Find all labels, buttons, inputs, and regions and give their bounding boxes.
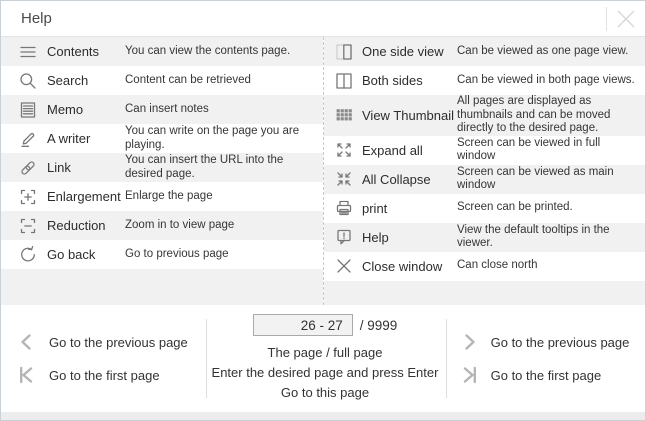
enlargement-icon xyxy=(17,186,38,207)
help-row-go-back xyxy=(1,240,323,269)
nav-separator-right xyxy=(446,319,447,398)
help-label: Link xyxy=(47,160,71,175)
help-row-reduction xyxy=(1,211,323,240)
right-column-filler xyxy=(324,281,645,306)
nav-label: Go to the first page xyxy=(490,367,602,383)
close-window-icon xyxy=(333,256,354,277)
one-side-view-icon xyxy=(333,41,354,62)
help-label: Go back xyxy=(47,247,96,262)
help-desc: Zoom in to view page xyxy=(125,218,235,231)
help-label: print xyxy=(362,200,388,216)
help-row-both-sides xyxy=(324,66,645,95)
help-grid xyxy=(1,37,645,305)
nav-separator-left xyxy=(206,319,207,398)
help-label: Reduction xyxy=(47,218,106,233)
next-page-button[interactable] xyxy=(459,332,645,352)
help-desc: Can insert notes xyxy=(125,102,209,115)
help-desc: Content can be retrieved xyxy=(125,73,251,86)
go-back-icon xyxy=(17,244,38,265)
help-row-help xyxy=(324,223,645,252)
help-label: Expand all xyxy=(362,142,423,158)
nav-label: Go to the first page xyxy=(49,367,160,383)
help-desc: View the default tooltips in the viewer. xyxy=(457,223,610,249)
help-row-search xyxy=(1,66,323,95)
help-column-left xyxy=(1,37,323,305)
help-label: One side view xyxy=(362,44,444,59)
go-to-page-label: Go to this page xyxy=(280,385,370,400)
help-column-right xyxy=(323,37,645,305)
page-input[interactable] xyxy=(253,314,353,336)
expand-all-icon xyxy=(333,140,354,161)
nav-zone-left xyxy=(1,305,205,412)
nav-label: Go to the previous page xyxy=(490,334,630,350)
help-desc: Can close north xyxy=(457,259,538,272)
first-page-icon xyxy=(17,365,37,385)
help-label: View Thumbnail xyxy=(362,107,455,123)
left-column-filler xyxy=(1,269,323,305)
help-desc: Screen can be viewed as main window xyxy=(457,165,614,191)
page-instruction: Enter the desired page and press Enter xyxy=(211,365,439,380)
help-label: Close window xyxy=(362,258,443,274)
last-page-button[interactable] xyxy=(459,365,645,385)
help-row-contents xyxy=(1,37,323,66)
help-row-link xyxy=(1,153,323,182)
page-caption: The page / full page xyxy=(267,345,383,360)
memo-icon xyxy=(17,99,38,120)
dialog-title: Help xyxy=(21,10,52,27)
chevron-left-icon xyxy=(17,332,37,352)
help-desc: You can write on the page you are playing. xyxy=(125,125,300,151)
both-sides-icon xyxy=(333,70,354,91)
help-label: Memo xyxy=(47,102,84,117)
help-desc: You can insert the URL into the desired page. xyxy=(125,154,284,180)
help-desc: All pages are displayed as thumbnails and can be moved directly to the desired page. xyxy=(457,95,611,134)
first-page-button[interactable] xyxy=(17,365,205,385)
chevron-right-icon xyxy=(459,332,479,352)
contents-icon xyxy=(17,41,38,62)
help-desc: Screen can be viewed in full window xyxy=(457,136,601,162)
help-desc: You can view the contents page. xyxy=(125,44,291,57)
help-label: A writer xyxy=(47,131,91,146)
help-label: Enlargement xyxy=(47,189,121,204)
help-label: All Collapse xyxy=(362,171,431,187)
footer-strip xyxy=(1,412,645,420)
help-row-print xyxy=(324,194,645,223)
help-row-close-window xyxy=(324,252,645,281)
nav-zone-center xyxy=(205,305,444,412)
help-row-memo xyxy=(1,95,323,124)
help-desc: Screen can be printed. xyxy=(457,201,573,214)
page-input-row xyxy=(253,314,398,336)
previous-page-button[interactable] xyxy=(17,332,205,352)
writer-icon xyxy=(17,128,38,149)
help-row-view-thumbnail xyxy=(324,95,645,136)
page-total: / 9999 xyxy=(359,317,398,333)
nav-label: Go to the previous page xyxy=(49,334,188,350)
last-page-icon xyxy=(459,365,479,385)
help-label: Contents xyxy=(47,44,100,59)
title-bar xyxy=(1,1,645,37)
help-icon xyxy=(333,227,354,248)
help-label: Search xyxy=(47,73,89,88)
help-desc: Can be viewed in both page views. xyxy=(457,73,635,86)
help-desc: Can be viewed as one page view. xyxy=(457,44,629,57)
close-icon xyxy=(613,6,639,32)
close-button[interactable] xyxy=(607,1,645,36)
search-icon xyxy=(17,70,38,91)
navigation-section xyxy=(1,305,645,412)
help-row-one-side-view xyxy=(324,37,645,66)
all-collapse-icon xyxy=(333,169,354,190)
help-row-all-collapse xyxy=(324,165,645,194)
help-row-expand-all xyxy=(324,136,645,165)
help-desc: Enlarge the page xyxy=(125,189,213,202)
print-icon xyxy=(333,198,354,219)
help-row-enlargement xyxy=(1,182,323,211)
help-label: Both sides xyxy=(362,73,423,88)
reduction-icon xyxy=(17,215,38,236)
help-row-writer xyxy=(1,124,323,153)
link-icon xyxy=(17,157,38,178)
nav-zone-right xyxy=(445,305,645,412)
help-desc: Go to previous page xyxy=(125,247,229,260)
view-thumbnail-icon xyxy=(333,105,354,126)
help-label: Help xyxy=(362,229,389,245)
